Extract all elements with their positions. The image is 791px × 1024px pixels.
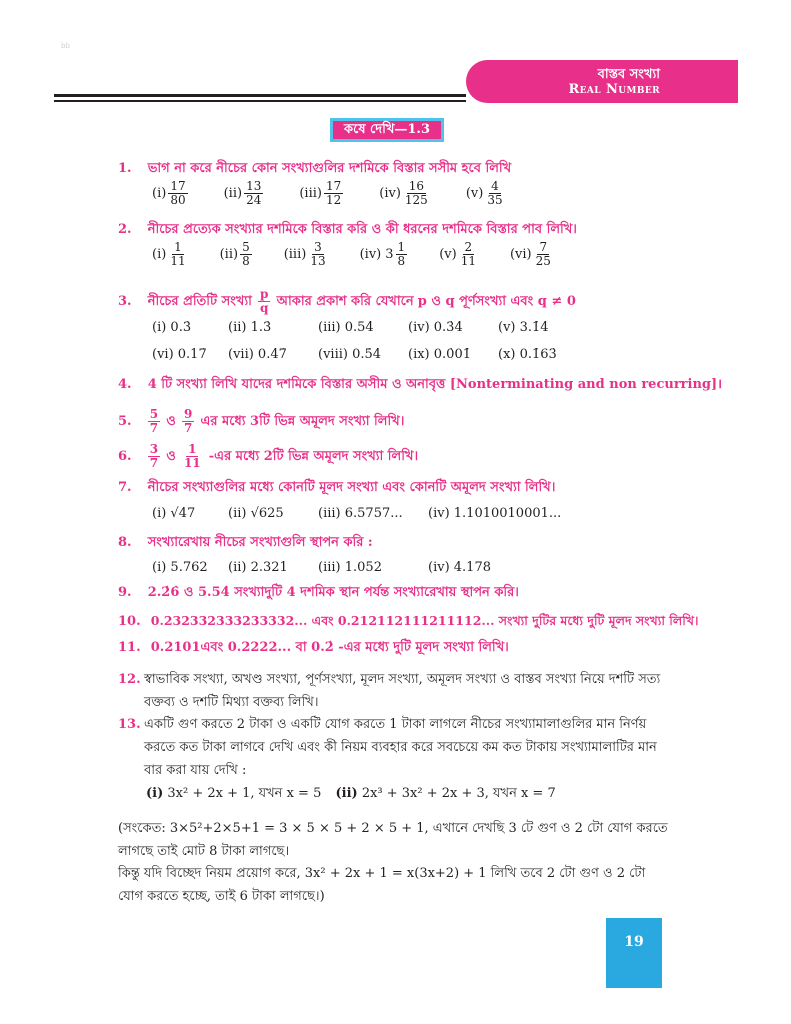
fraction-numerator: 3 bbox=[314, 240, 322, 254]
question-text: নীচের প্রত্যেক সংখ্যার দশমিকে বিস্তার করি ও কী ধরনের দশমিকে বিস্তার পাব লিখি। bbox=[147, 222, 577, 237]
fraction-numerator: 17 bbox=[170, 179, 186, 193]
fraction-item bbox=[220, 241, 254, 268]
fraction-denominator: 8 bbox=[242, 254, 250, 268]
item: (ii) 2.321 bbox=[228, 560, 288, 575]
question-9 bbox=[118, 584, 519, 601]
fraction bbox=[182, 408, 194, 435]
fraction bbox=[258, 288, 270, 315]
fraction bbox=[403, 180, 430, 207]
item-label: (i) bbox=[152, 186, 167, 201]
fraction-item bbox=[299, 180, 345, 207]
item: (v) 3.1̇4̇ bbox=[498, 320, 549, 335]
fraction bbox=[396, 241, 408, 268]
question-text: এর মধ্যে 3টি ভিন্ন অমূলদ সংখ্যা লিখি। bbox=[200, 414, 405, 429]
fraction-numerator: 5 bbox=[149, 407, 159, 421]
subpart-expression: 3x² + 2x + 1, যখন x = 5 bbox=[167, 786, 322, 801]
question-text: একটি গুণ করতে 2 টাকা ও একটি যোগ করতে 1 টাকা লাগলে নীচের সংখ্যামালাগুলির মান নির্ণয় করতে কত টাকা লাগবে দেখি এবং কী নিয়ম ব্যবহার করে সবচেয়ে কম কত টাকায় সংখ্যামালাটির মান বার করা যায় দেখি : bbox=[144, 717, 657, 778]
header-rule bbox=[54, 94, 466, 104]
fraction-denominator: 11 bbox=[460, 254, 476, 268]
fraction-denominator: 7 bbox=[183, 421, 193, 435]
question-11 bbox=[118, 639, 509, 656]
fraction bbox=[244, 180, 263, 207]
item: (i) 5.762 bbox=[152, 560, 208, 575]
question-text: ভাগ না করে নীচের কোন সংখ্যাগুলির দশমিকে বিস্তার সসীম হবে লিখি bbox=[147, 161, 512, 176]
chapter-title-bn: বাস্তব সংখ্যা bbox=[597, 67, 660, 82]
question-number: 5. bbox=[118, 414, 132, 429]
fraction-denominator: 11 bbox=[170, 254, 186, 268]
fraction-numerator: 5 bbox=[242, 240, 250, 254]
question-1 bbox=[118, 160, 511, 177]
subpart-label: (ii) bbox=[335, 786, 358, 801]
fraction-item bbox=[466, 180, 507, 207]
question-text: 2.2̇6̇ ও 5.54̇ সংখ্যাদুটি 4 দশমিক স্থান পর্যন্ত সংখ্যারেখায় স্থাপন করি। bbox=[147, 585, 519, 600]
fraction-numerator: 7 bbox=[539, 240, 548, 254]
chapter-title-en: Real Number bbox=[568, 82, 660, 97]
question-number: 12. bbox=[118, 672, 141, 687]
question-number: 6. bbox=[118, 449, 132, 464]
question-number: 9. bbox=[118, 585, 132, 600]
q8-items bbox=[152, 560, 518, 575]
question-text: নীচের প্রতিটি সংখ্যা bbox=[147, 294, 252, 309]
item: (ix) 0.0̇01̇ bbox=[408, 347, 471, 362]
fraction-numerator: 9 bbox=[183, 407, 193, 421]
fraction-numerator: 2 bbox=[464, 240, 473, 254]
fraction-denominator: 12 bbox=[325, 193, 342, 207]
question-2 bbox=[118, 221, 577, 238]
hint-paragraph-2: কিন্তু যদি বিচ্ছেদ নিয়ম প্রয়োগ করে, 3x² + 2x + 1 = x(3x+2) + 1 লিখি তবে 2 টো গুণ ও 2 টো যোগ করতে হচ্ছে, তাই 6 টাকা লাগছে।) bbox=[118, 866, 646, 904]
fraction-denominator: 80 bbox=[170, 193, 186, 207]
question-5 bbox=[118, 408, 404, 435]
fraction-item bbox=[152, 241, 190, 268]
fraction-denominator: 35 bbox=[487, 193, 503, 207]
page-number-box bbox=[606, 918, 662, 988]
fraction-numerator: 1 bbox=[397, 240, 406, 254]
item: (vii) 0.47̇ bbox=[228, 347, 287, 362]
fraction-item bbox=[379, 180, 432, 207]
question-number: 7. bbox=[118, 480, 132, 495]
hint-paragraph-1: (সংকেত: 3×5²+2×5+1 = 3 × 5 × 5 + 2 × 5 + 1, এখানে দেখছি 3 টে গুণ ও 2 টো যোগ করতে লাগছে তাই মোট 8 টাকা লাগছে। bbox=[118, 821, 668, 859]
fraction-denominator: 125 bbox=[404, 193, 428, 207]
subpart-label: (i) bbox=[146, 786, 164, 801]
question-number: 4. bbox=[118, 377, 132, 392]
question-6 bbox=[118, 443, 418, 470]
item-label: (iv) bbox=[379, 186, 401, 201]
page-number: 19 bbox=[624, 934, 644, 950]
fraction-numerator: 4 bbox=[491, 179, 499, 193]
fraction-numerator: 3 bbox=[149, 442, 159, 456]
question-8 bbox=[118, 534, 373, 551]
question-number: 1. bbox=[118, 161, 132, 176]
fraction-numerator: 17 bbox=[325, 179, 342, 193]
item: (ii) 1.3̇ bbox=[228, 320, 272, 335]
q3-row-2 bbox=[152, 347, 578, 362]
fraction-denominator: 11 bbox=[183, 456, 201, 470]
q13-subparts bbox=[146, 784, 556, 805]
question-number: 11. bbox=[118, 640, 141, 655]
item: (ii) √625 bbox=[228, 506, 284, 521]
question-text: নীচের সংখ্যাগুলির মধ্যে কোনটি মূলদ সংখ্যা এবং কোনটি অমূলদ সংখ্যা লিখি। bbox=[147, 480, 556, 495]
item: (iii) 1.052 bbox=[318, 560, 382, 575]
conjunction: ও bbox=[166, 414, 176, 429]
fraction-denominator: 13 bbox=[310, 254, 326, 268]
question-text: সংখ্যারেখায় নীচের সংখ্যাগুলি স্থাপন করি : bbox=[147, 535, 373, 550]
q2-items bbox=[152, 241, 585, 268]
q1-items bbox=[152, 180, 541, 207]
question-text: 0.232332333233332... এবং 0.212112111211112... সংখ্যা দুটির মধ্যে দুটি মূলদ সংখ্যা লিখি। bbox=[150, 613, 699, 628]
question-number: 2. bbox=[118, 222, 132, 237]
item: (vi) 0.17̇ bbox=[152, 347, 207, 362]
subpart-expression: 2x³ + 3x² + 2x + 3, যখন x = 7 bbox=[361, 786, 556, 801]
item: (i) √47 bbox=[152, 506, 196, 521]
fraction bbox=[459, 241, 478, 268]
fraction bbox=[308, 241, 327, 268]
whole-part: 3 bbox=[385, 247, 394, 262]
fraction bbox=[534, 241, 553, 268]
fraction-numerator: p bbox=[260, 287, 269, 301]
fraction-item bbox=[360, 241, 410, 268]
fraction bbox=[182, 443, 203, 470]
item: (iv) 1.1010010001... bbox=[428, 506, 562, 521]
question-7 bbox=[118, 479, 555, 496]
fraction bbox=[148, 408, 160, 435]
fraction bbox=[324, 180, 343, 207]
fraction-denominator: 24 bbox=[246, 193, 262, 207]
corner-mark: bb bbox=[61, 42, 70, 50]
item: (iv) 0.3̇4̇ bbox=[408, 320, 463, 335]
fraction-item bbox=[439, 241, 480, 268]
item-label: (ii) bbox=[219, 247, 239, 262]
fraction-numerator: 16 bbox=[408, 179, 424, 193]
question-number: 8. bbox=[118, 535, 132, 550]
question-3 bbox=[118, 288, 576, 315]
fraction-denominator: 7 bbox=[149, 456, 159, 470]
q3-row-1 bbox=[152, 320, 578, 335]
fraction-numerator: 1 bbox=[174, 240, 182, 254]
question-text: স্বাভাবিক সংখ্যা, অখণ্ড সংখ্যা, পূর্ণসংখ্যা, মূলদ সংখ্যা, অমূলদ সংখ্যা ও বাস্তব সংখ্যা নিয়ে দশটি সত্য বক্তব্য ও দশটি মিথ্যা বক্তব্য লিখি। bbox=[144, 672, 661, 710]
fraction-item bbox=[284, 241, 330, 268]
fraction-numerator: 13 bbox=[246, 179, 262, 193]
question-number: 10. bbox=[118, 614, 141, 629]
item-label: (vi) bbox=[509, 247, 532, 262]
item-label: (iii) bbox=[299, 186, 322, 201]
fraction-numerator: 1 bbox=[188, 442, 197, 456]
item: (i) 0.3̇ bbox=[152, 320, 192, 335]
conjunction: ও bbox=[166, 449, 176, 464]
fraction-denominator: 25 bbox=[535, 254, 551, 268]
fraction bbox=[168, 180, 187, 207]
item-label: (v) bbox=[439, 247, 457, 262]
item: (iv) 4.178 bbox=[428, 560, 491, 575]
item-label: (iv) bbox=[359, 247, 382, 262]
item-label: (i) bbox=[152, 247, 167, 262]
question-4 bbox=[118, 376, 722, 393]
fraction bbox=[148, 443, 160, 470]
question-text: 0.2101এবং 0.2222... বা 0.2̇ -এর মধ্যে দুটি মূলদ সংখ্যা লিখি। bbox=[150, 640, 509, 655]
item: (iii) 6.5757... bbox=[318, 506, 403, 521]
item: (x) 0.1̇63̇ bbox=[498, 347, 557, 362]
fraction-item bbox=[510, 241, 555, 268]
question-text: আকার প্রকাশ করি যেখানে bbox=[276, 294, 414, 309]
fraction-item bbox=[152, 180, 190, 207]
question-13 bbox=[118, 713, 678, 782]
fraction bbox=[485, 180, 504, 207]
question-text: p ও q পূর্ণসংখ্যা এবং q ≠ 0 bbox=[417, 294, 576, 309]
q7-items bbox=[152, 506, 578, 521]
question-12 bbox=[118, 668, 678, 714]
question-number: 3. bbox=[118, 294, 132, 309]
item-label: (ii) bbox=[223, 186, 243, 201]
item: (iii) 0.54̇ bbox=[318, 320, 374, 335]
question-text: 4 টি সংখ্যা লিখি যাদের দশমিকে বিস্তার অসীম ও অনাবৃত্ত [Nonterminating and non recurring]। bbox=[147, 377, 723, 392]
chapter-tab bbox=[466, 60, 738, 103]
fraction bbox=[240, 241, 252, 268]
question-text: -এর মধ্যে 2টি ভিন্ন অমূলদ সংখ্যা লিখি। bbox=[208, 449, 419, 464]
question-10 bbox=[118, 612, 698, 630]
fraction-denominator: 7 bbox=[149, 421, 159, 435]
fraction-denominator: 8 bbox=[397, 254, 406, 268]
item: (viii) 0.5̇4̇ bbox=[318, 347, 382, 362]
fraction-item bbox=[224, 180, 266, 207]
fraction-denominator: q bbox=[260, 301, 269, 315]
question-number: 13. bbox=[118, 717, 141, 732]
item-label: (v) bbox=[465, 186, 484, 201]
item-label: (iii) bbox=[283, 247, 307, 262]
fraction bbox=[168, 241, 187, 268]
exercise-title: কষে দেখি—1.3 bbox=[330, 118, 444, 142]
